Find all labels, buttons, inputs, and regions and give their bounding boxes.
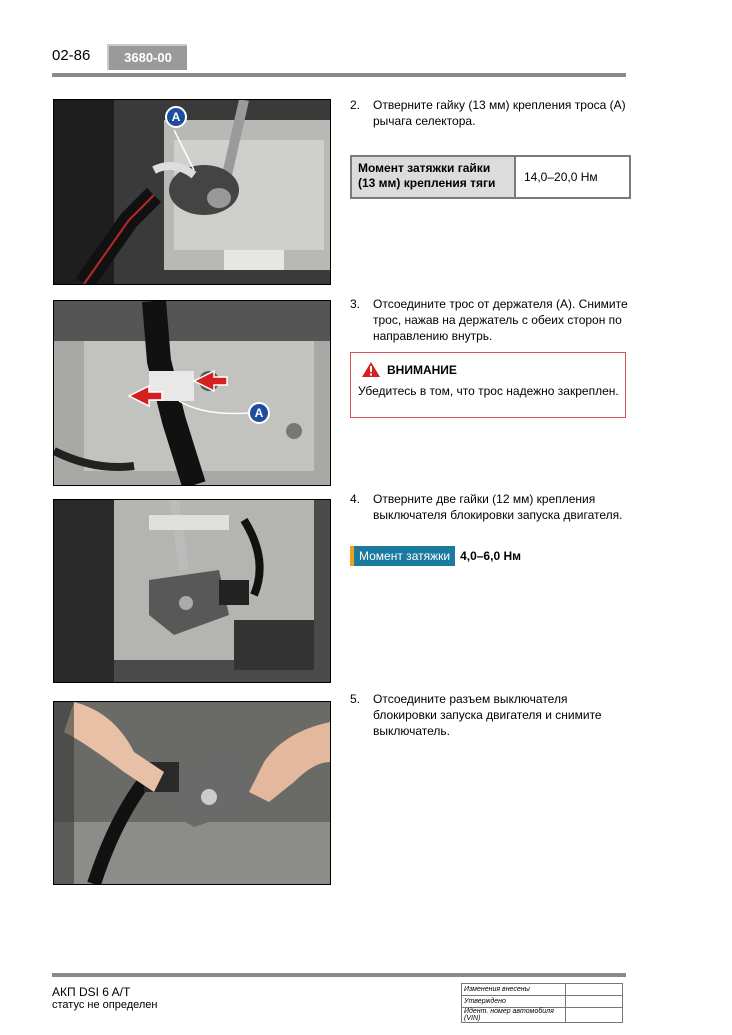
torque-badge-value: 4,0–6,0 Нм bbox=[460, 549, 521, 563]
step-4 bbox=[350, 491, 632, 523]
callout-a-label: A bbox=[254, 406, 264, 420]
page-number: 02-86 bbox=[52, 47, 91, 64]
approval-label: Утверждено bbox=[462, 996, 566, 1008]
step-text: Отсоедините трос от держателя (А). Снимите трос, нажав на держатель с обеих сторон по направлению внутрь. bbox=[373, 297, 628, 343]
footer-status: статус не определен bbox=[52, 999, 158, 1011]
photo-switch-removal bbox=[53, 701, 331, 885]
warning-header bbox=[361, 361, 457, 378]
approval-row bbox=[462, 996, 623, 1008]
step-text: Отверните две гайки (12 мм) крепления выключателя блокировки запуска двигателя. bbox=[373, 492, 623, 522]
approval-blank bbox=[566, 1008, 623, 1023]
step-number: 3. bbox=[350, 297, 361, 311]
torque-badge-label: Момент затяжки bbox=[354, 546, 455, 566]
step-number: 2. bbox=[350, 98, 361, 112]
warning-box bbox=[350, 352, 626, 418]
torque-spec-label: Момент затяжки гайки (13 мм) крепления тяги bbox=[352, 157, 516, 197]
callout-a-label: A bbox=[171, 110, 181, 124]
approval-row bbox=[462, 1008, 623, 1023]
torque-badge bbox=[350, 546, 521, 566]
approval-table bbox=[461, 983, 623, 1023]
approval-blank bbox=[566, 984, 623, 996]
approval-label: Изменения внесены bbox=[462, 984, 566, 996]
step-text: Отсоедините разъем выключателя блокировки запуска двигателя и снимите выключатель. bbox=[373, 692, 602, 738]
warning-triangle-icon bbox=[361, 361, 381, 378]
photo-inhibitor-switch-nuts bbox=[53, 499, 331, 683]
warning-title: ВНИМАНИЕ bbox=[387, 362, 457, 377]
approval-row bbox=[462, 984, 623, 996]
approval-label: Идент. номер автомобиля (VIN) bbox=[462, 1008, 566, 1023]
step-3 bbox=[350, 296, 632, 344]
approval-blank bbox=[566, 996, 623, 1008]
step-2 bbox=[350, 97, 632, 129]
torque-spec-table bbox=[350, 155, 631, 199]
step-text: Отверните гайку (13 мм) крепления троса (А) рычага селектора. bbox=[373, 98, 626, 128]
step-5 bbox=[350, 691, 632, 739]
footer-divider bbox=[52, 973, 626, 977]
header-divider bbox=[52, 73, 626, 77]
torque-spec-value: 14,0–20,0 Нм bbox=[524, 170, 598, 184]
footer-title: АКП DSI 6 A/T bbox=[52, 985, 131, 999]
step-number: 5. bbox=[350, 692, 361, 706]
photo-cable-holder bbox=[53, 300, 331, 486]
warning-text: Убедитесь в том, что трос надежно закреплен. bbox=[358, 384, 619, 398]
step-number: 4. bbox=[350, 492, 361, 506]
photo-selector-cable-nut bbox=[53, 99, 331, 285]
section-code-badge: 3680-00 bbox=[107, 44, 187, 70]
